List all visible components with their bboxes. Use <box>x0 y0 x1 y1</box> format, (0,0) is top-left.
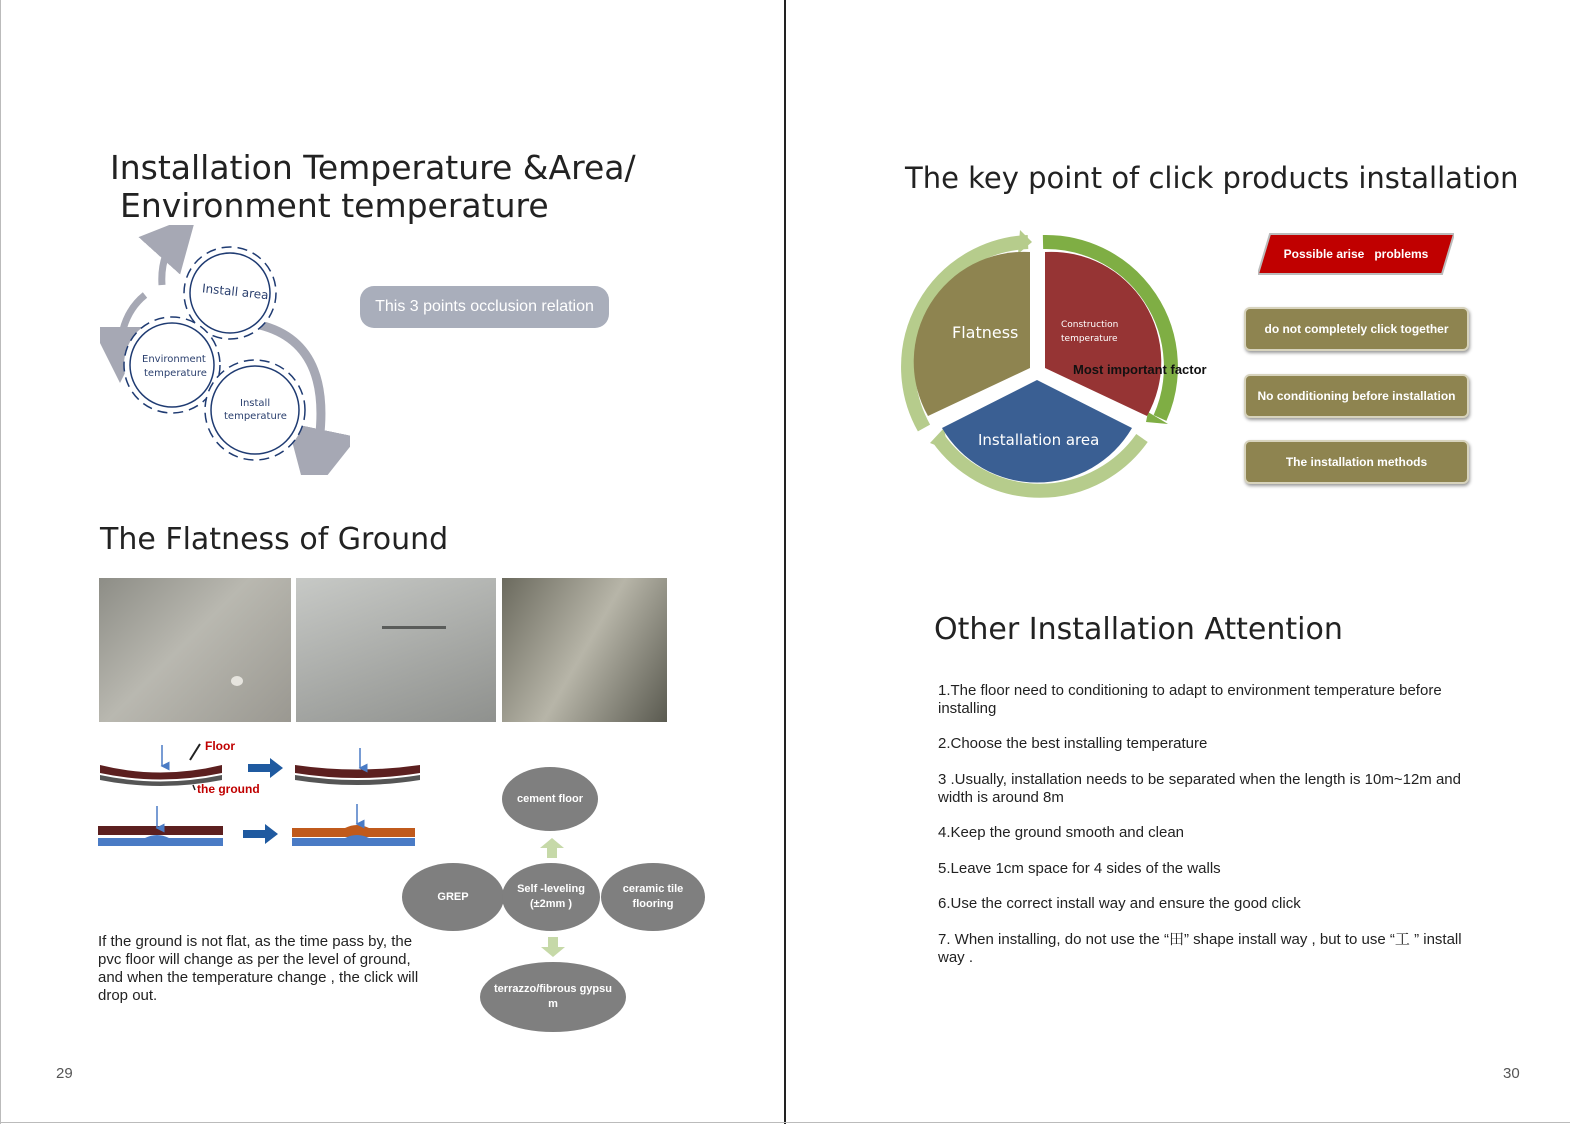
cycle-construction-line2: temperature <box>1061 334 1118 344</box>
gear2-label-line2: temperature <box>144 368 207 379</box>
bubble-grep: GREP <box>402 863 504 931</box>
attention-item-6: 6.Use the correct install way and ensure the good click <box>938 895 1301 912</box>
floor-layer-c <box>98 826 223 835</box>
attention-item-5: 5.Leave 1cm space for 4 sides of the walls <box>938 860 1221 877</box>
floor-bump-spot <box>231 676 243 686</box>
problems-header-text: Possible arise problems <box>1283 247 1429 261</box>
ceramic-line2: flooring <box>632 898 674 910</box>
cycle-arrow-top <box>162 235 178 285</box>
gear2-label-line1: Environment <box>142 354 206 365</box>
floor-photo-2 <box>296 578 496 722</box>
cycle-flatness-label: Flatness <box>952 323 1019 342</box>
left-title-line2: Environment temperature <box>120 186 549 225</box>
page-edge-left <box>0 0 1 1124</box>
problem-item-3: The installation methods <box>1244 440 1469 484</box>
page-number-right: 30 <box>1503 1065 1520 1082</box>
bubble-ceramic-tile <box>601 863 705 931</box>
ground-label: the ground <box>197 782 260 796</box>
left-title-line1: Installation Temperature &Area/ <box>110 148 636 187</box>
ground-layer-c <box>98 835 223 846</box>
most-important-factor-label: Most important factor <box>1073 362 1207 377</box>
occlusion-relation-pill: This 3 points occlusion relation <box>360 286 609 328</box>
self-leveling-line2: (±2mm ) <box>529 898 573 910</box>
arrow-right-2 <box>243 824 278 844</box>
flatness-paragraph: If the ground is not flat, as the time pass by, the pvc floor will change as per the level of ground, and when the temperature change , the click will drop out. <box>98 933 419 1004</box>
floor-layer-a <box>100 765 222 780</box>
attention-item-1: 1.The floor need to conditioning to adapt to environment temperature before installing <box>938 682 1442 717</box>
floor-deformation-diagram <box>95 740 425 855</box>
page-number-left: 29 <box>56 1065 73 1082</box>
problem-item-2: No conditioning before installation <box>1244 374 1469 418</box>
cycle-installation-label: Installation area <box>978 431 1100 449</box>
bubble-terrazzo <box>480 962 626 1032</box>
terrazzo-line2: m <box>548 998 558 1010</box>
floor-layer-b <box>295 765 420 778</box>
floor-layer-d <box>292 825 415 837</box>
arrow-right-1 <box>248 758 283 778</box>
floor-label: Floor <box>205 740 235 753</box>
attention-item-4: 4.Keep the ground smooth and clean <box>938 824 1185 841</box>
problem-item-1: do not completely click together <box>1244 307 1469 351</box>
bubble-self-leveling <box>502 863 600 931</box>
floor-gap-line <box>382 626 446 629</box>
right-title: The key point of click products installation <box>905 161 1519 195</box>
page-divider <box>784 0 786 1124</box>
gear1-label: Install area <box>201 281 270 303</box>
cycle-construction-line1: Construction <box>1061 320 1119 330</box>
gear-install-temperature <box>205 360 305 460</box>
attention-item-3: 3 .Usually, installation needs to be separated when the length is 10m~12m and width is around 8m <box>938 771 1461 806</box>
attention-item-2: 2.Choose the best installing temperature <box>938 735 1208 752</box>
gears-diagram <box>100 225 350 475</box>
floor-photo-1 <box>99 578 291 722</box>
gear3-label-line1: Install <box>240 398 271 409</box>
bubble-cement-floor: cement floor <box>502 767 598 831</box>
terrazzo-line1: terrazzo/fibrous gypsu <box>494 983 612 995</box>
ceramic-line1: ceramic tile <box>622 883 684 895</box>
page-edge-bottom <box>0 1122 1570 1123</box>
gear3-label-line2: temperature <box>224 411 287 422</box>
floor-photo-3 <box>502 578 667 722</box>
arrow-down-icon <box>541 937 565 957</box>
self-leveling-line1: Self -leveling <box>517 883 585 895</box>
flatness-title: The Flatness of Ground <box>100 522 449 557</box>
arrow-up-icon <box>540 838 564 858</box>
attention-title: Other Installation Attention <box>934 612 1343 647</box>
attention-item-7: 7. When installing, do not use the “田” shape install way , but to use “工 ” install way . <box>938 931 1462 966</box>
